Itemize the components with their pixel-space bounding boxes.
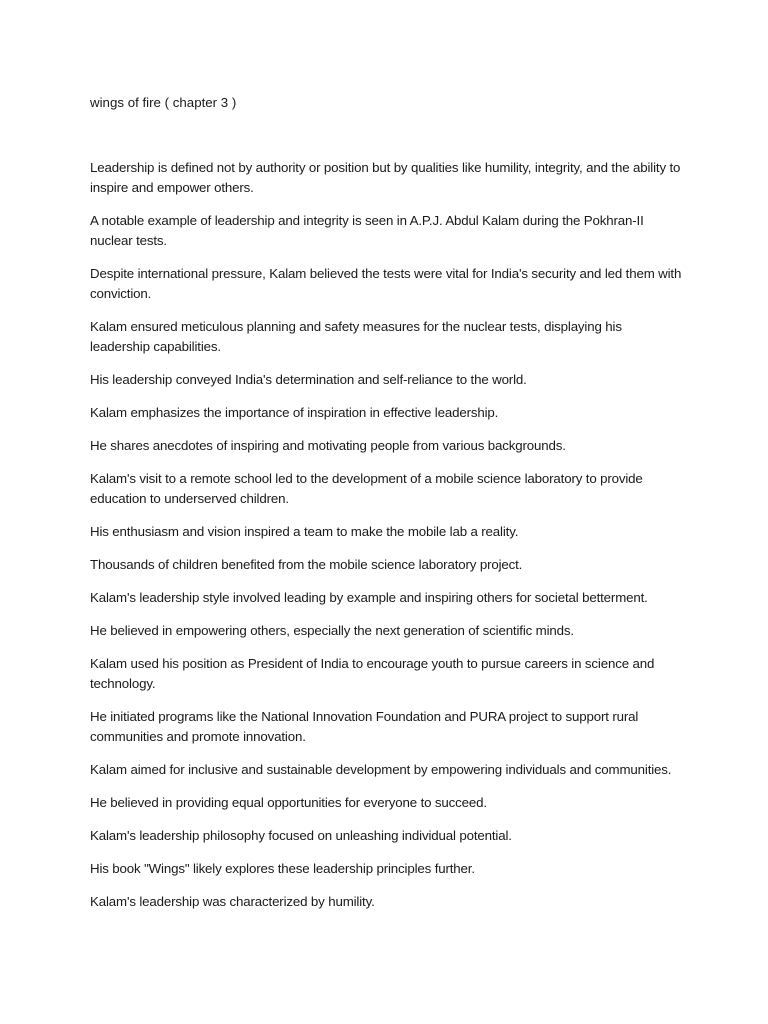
paragraph: Kalam emphasizes the importance of inspiration in effective leadership. — [90, 405, 499, 420]
paragraph: Leadership is defined not by authority or position but by qualities like humility, integrity, and the ability to inspire and empower others. — [90, 160, 681, 195]
paragraph: A notable example of leadership and integrity is seen in A.P.J. Abdul Kalam during the Pokhran-II nuclear tests. — [90, 213, 644, 248]
document-title: wings of fire ( chapter 3 ) — [90, 95, 237, 110]
paragraph: Kalam used his position as President of India to encourage youth to pursue careers in science and technology. — [90, 656, 655, 691]
paragraph: Kalam ensured meticulous planning and safety measures for the nuclear tests, displaying his leadership capabilities. — [90, 319, 622, 354]
paragraph: He believed in providing equal opportunities for everyone to succeed. — [90, 795, 487, 810]
paragraph: His leadership conveyed India's determination and self-reliance to the world. — [90, 372, 527, 387]
paragraph: He initiated programs like the National Innovation Foundation and PURA project to support rural communities and promote innovation. — [90, 709, 639, 744]
paragraph: He believed in empowering others, especially the next generation of scientific minds. — [90, 623, 574, 638]
paragraph: Despite international pressure, Kalam believed the tests were vital for India's security and led them with conviction. — [90, 266, 682, 301]
paragraph: His book "Wings" likely explores these leadership principles further. — [90, 861, 475, 876]
paragraph: Kalam's leadership style involved leading by example and inspiring others for societal betterment. — [90, 590, 648, 605]
paragraph: Kalam's leadership was characterized by humility. — [90, 894, 375, 909]
paragraph: Kalam's leadership philosophy focused on unleashing individual potential. — [90, 828, 512, 843]
paragraph: He shares anecdotes of inspiring and motivating people from various backgrounds. — [90, 438, 566, 453]
paragraph: Thousands of children benefited from the mobile science laboratory project. — [90, 557, 523, 572]
document-body — [90, 158, 682, 925]
paragraph: His enthusiasm and vision inspired a team to make the mobile lab a reality. — [90, 524, 519, 539]
paragraph: Kalam's visit to a remote school led to the development of a mobile science laboratory to provide education to underserved children. — [90, 471, 643, 506]
paragraph: Kalam aimed for inclusive and sustainable development by empowering individuals and communities. — [90, 762, 672, 777]
